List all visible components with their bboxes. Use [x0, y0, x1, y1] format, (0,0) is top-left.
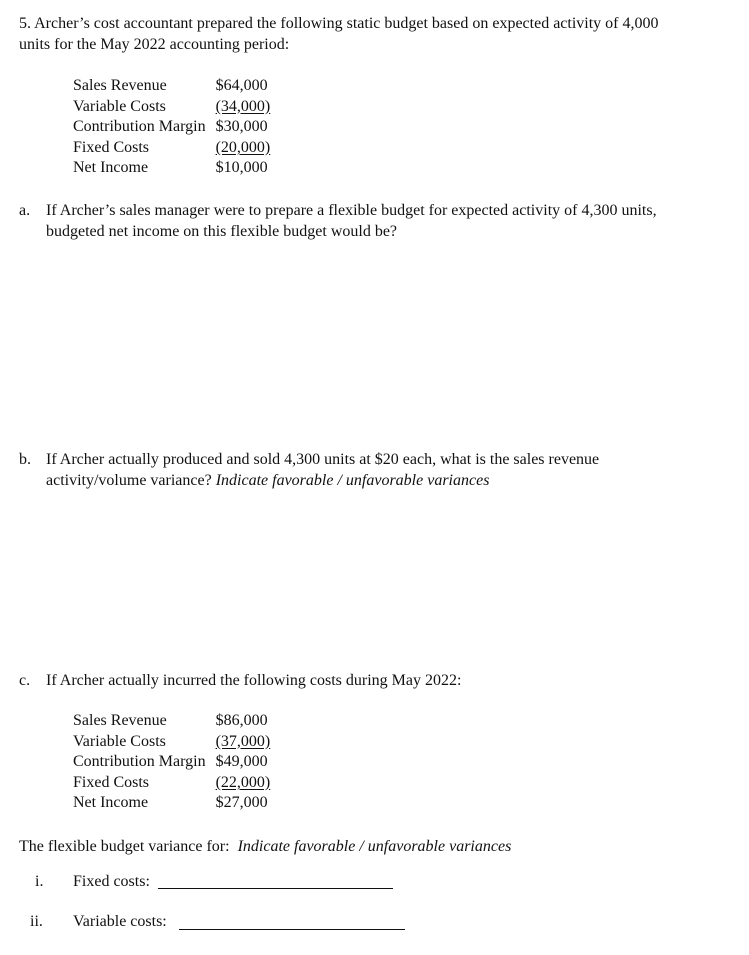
table-row [73, 793, 270, 814]
row-amount: (34,000) [215, 97, 271, 115]
row-amount: (22,000) [215, 773, 271, 791]
part-b-instruction: Indicate favorable / unfavorable variances [215, 472, 490, 489]
row-amount: (37,000) [215, 732, 271, 750]
table-row [73, 158, 270, 179]
actual-costs-table [73, 711, 270, 814]
part-c-marker: c. [19, 672, 31, 689]
table-row [73, 711, 270, 732]
item-ii-marker: ii. [30, 913, 43, 930]
row-label: Net Income [73, 794, 149, 812]
table-row [73, 773, 270, 794]
variable-costs-label: Variable costs: [73, 913, 167, 930]
table-row [73, 752, 270, 773]
table-row [73, 117, 270, 138]
part-b-line-2-text: activity/volume variance? [46, 472, 216, 489]
row-label: Contribution Margin [73, 118, 206, 136]
table-row [73, 138, 270, 159]
flex-variance-heading [19, 836, 511, 857]
row-amount: $10,000 [215, 159, 268, 177]
row-amount: $49,000 [215, 753, 268, 771]
row-amount: $86,000 [215, 712, 268, 729]
part-b-line-2 [46, 470, 489, 491]
row-label: Variable Costs [73, 732, 166, 750]
question-line-1: 5. Archer’s cost accountant prepared the following static budget based on expected activity of 4,000 [19, 15, 659, 32]
row-amount: $64,000 [215, 77, 268, 94]
table-row [73, 732, 270, 753]
row-label: Contribution Margin [73, 753, 206, 771]
row-amount: $27,000 [215, 794, 268, 812]
fixed-costs-answer-line[interactable] [158, 888, 393, 889]
row-amount: $30,000 [215, 118, 268, 136]
question-line-2: units for the May 2022 accounting period: [19, 36, 290, 53]
table-row [73, 76, 270, 97]
static-budget-table [73, 76, 270, 179]
row-label: Variable Costs [73, 97, 166, 115]
row-label: Sales Revenue [73, 77, 167, 94]
part-a-line-1: If Archer’s sales manager were to prepare a flexible budget for expected activity of 4,300 units, [46, 202, 657, 219]
flex-variance-text: The flexible budget variance for: [19, 838, 238, 855]
table-row [73, 97, 270, 118]
row-label: Fixed Costs [73, 773, 150, 791]
fixed-costs-label: Fixed costs: [73, 873, 150, 890]
item-i-marker: i. [35, 873, 44, 890]
row-label: Net Income [73, 159, 149, 177]
part-a-marker: a. [19, 202, 31, 219]
flex-variance-instruction: Indicate favorable / unfavorable variances [237, 838, 512, 855]
variable-costs-answer-line[interactable] [179, 929, 405, 930]
row-label: Fixed Costs [73, 138, 150, 156]
part-c-line-1: If Archer actually incurred the following costs during May 2022: [46, 672, 462, 689]
part-b-line-1: If Archer actually produced and sold 4,300 units at $20 each, what is the sales revenue [46, 451, 600, 468]
row-label: Sales Revenue [73, 712, 167, 729]
row-amount: (20,000) [215, 138, 271, 156]
part-b-marker: b. [19, 451, 31, 468]
part-a-line-2: budgeted net income on this flexible budget would be? [46, 223, 398, 240]
